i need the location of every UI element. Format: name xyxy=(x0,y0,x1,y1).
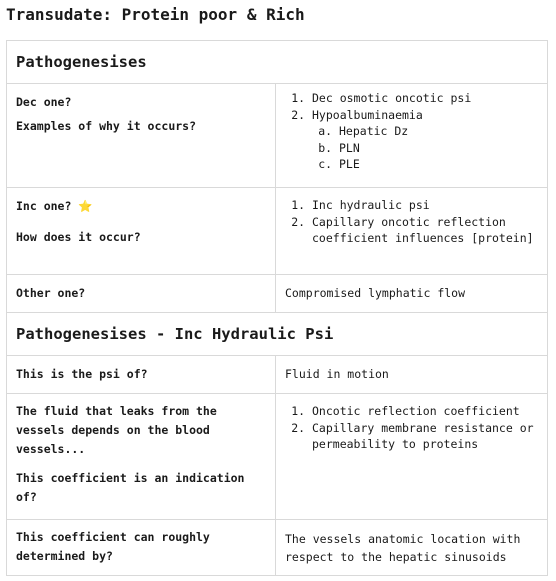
question-text: This coefficient can roughly determined by? xyxy=(16,530,210,563)
sub-list-item: b. PLN xyxy=(339,140,538,157)
question-cell xyxy=(7,520,276,575)
question-cell xyxy=(7,275,276,312)
question-text: Dec one? xyxy=(16,95,72,109)
question-text: This coefficient is an indication of? xyxy=(16,471,245,504)
table-row xyxy=(7,520,547,576)
answer-text: Compromised lymphatic flow xyxy=(285,286,466,300)
question-text: Examples of why it occurs? xyxy=(16,119,197,133)
list-item-text: Hypoalbuminaemia xyxy=(312,107,423,122)
sub-list xyxy=(312,123,538,173)
list-item: 1. Dec osmotic oncotic psi xyxy=(312,90,538,107)
table-row xyxy=(7,84,547,188)
question-text: How does it occur? xyxy=(16,230,141,244)
answer-list xyxy=(285,90,538,173)
answer-cell xyxy=(276,520,547,575)
notes-table xyxy=(6,40,548,576)
question-text: This is the psi of? xyxy=(16,367,148,381)
table-row xyxy=(7,188,547,275)
question-line xyxy=(16,197,266,216)
table-row xyxy=(7,356,547,394)
answer-text: The vessels anatomic location with respect to the hepatic sinusoids xyxy=(285,532,521,564)
question-cell xyxy=(7,356,276,393)
section-header-inc-hydraulic-psi: Pathogenesises - Inc Hydraulic Psi xyxy=(7,313,547,356)
section-header-pathogenesises: Pathogenesises xyxy=(7,41,547,84)
sub-list-item: a. Hepatic Dz xyxy=(339,123,538,140)
list-item: 2. Capillary oncotic reflection coefficient influences [protein] xyxy=(312,214,538,247)
answer-cell xyxy=(276,84,547,187)
list-item: 1. Oncotic reflection coefficient xyxy=(312,403,538,420)
question-cell xyxy=(7,84,276,187)
question-cell xyxy=(7,394,276,519)
answer-cell xyxy=(276,188,547,274)
table-row xyxy=(7,394,547,520)
question-text: Other one? xyxy=(16,286,86,300)
list-item xyxy=(312,107,538,173)
list-item: 2. Capillary membrane resistance or permeability to proteins xyxy=(312,420,538,453)
question-cell xyxy=(7,188,276,274)
table-row xyxy=(7,275,547,313)
answer-list xyxy=(285,403,538,453)
answer-text: Fluid in motion xyxy=(285,367,389,381)
list-item: 1. Inc hydraulic psi xyxy=(312,197,538,214)
sub-list-item: c. PLE xyxy=(339,156,538,173)
answer-list xyxy=(285,197,538,247)
answer-cell xyxy=(276,356,547,393)
answer-cell xyxy=(276,275,547,312)
page-title: Transudate: Protein poor & Rich xyxy=(6,5,305,24)
answer-cell xyxy=(276,394,547,519)
question-text: The fluid that leaks from the vessels depends on the blood vessels... xyxy=(16,404,217,456)
star-icon: ⭐ xyxy=(78,199,93,213)
question-text: Inc one? xyxy=(16,199,72,213)
